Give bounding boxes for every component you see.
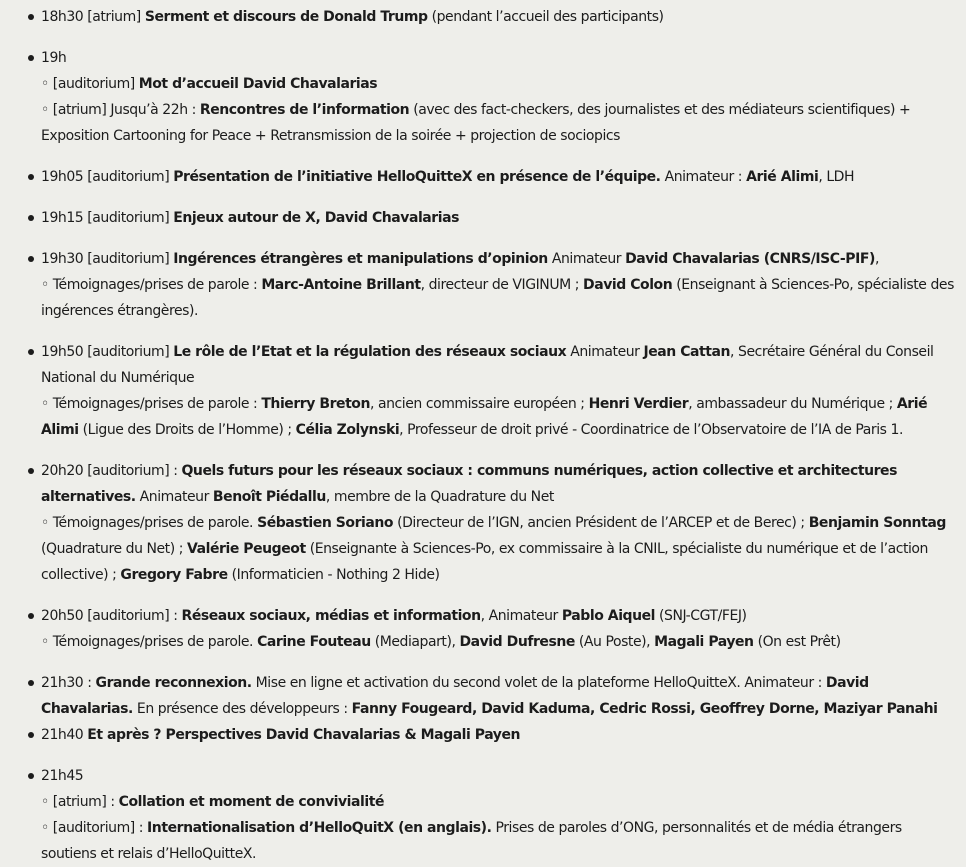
emphasis-text: Collation et moment de convivialité (118, 794, 385, 810)
text-segment: , Secrétaire Général du Conseil National du Numérique (41, 344, 934, 386)
text-segment: 21h30 : (41, 675, 96, 691)
emphasis-text: David Dufresne (459, 634, 575, 650)
emphasis-text: Sébastien Soriano (257, 515, 394, 531)
emphasis-text: Gregory Fabre (120, 567, 228, 583)
text-segment: ◦ Témoignages/prises de parole : (41, 277, 262, 293)
text-segment: , ancien commissaire européen ; (370, 396, 589, 412)
program-item (41, 670, 956, 722)
text-segment: 19h50 [auditorium] (41, 344, 174, 360)
program-subline (41, 629, 956, 655)
emphasis-text: Jean Cattan (643, 344, 731, 360)
text-segment: , (874, 251, 879, 267)
text-segment: , ambassadeur du Numérique ; (688, 396, 897, 412)
emphasis-text: Thierry Breton (261, 396, 370, 412)
text-segment: En présence des développeurs : (132, 701, 352, 717)
emphasis-text: Rencontres de l’information (199, 102, 410, 118)
emphasis-text: Valérie Peugeot (187, 541, 306, 557)
emphasis-text: Marc-Antoine Brillant (261, 277, 421, 293)
text-segment: ◦ Témoignages/prises de parole. (41, 515, 258, 531)
program-item (41, 763, 956, 867)
emphasis-text: Benjamin Sonntag (808, 515, 946, 531)
emphasis-text: David Colon (583, 277, 673, 293)
emphasis-text: Et après ? Perspectives David Chavalarias & Magali Payen (87, 727, 521, 743)
emphasis-text: Mot d’accueil David Chavalarias (138, 76, 378, 92)
program-line (41, 45, 956, 71)
text-segment: (pendant l’accueil des participants) (427, 9, 664, 25)
program-subline (41, 71, 956, 97)
text-segment: Animateur (135, 489, 213, 505)
text-segment: , LDH (818, 169, 855, 185)
program-subline (41, 815, 956, 867)
program-item (41, 246, 956, 324)
program-item (41, 339, 956, 443)
program-subline (41, 391, 956, 443)
program-line (41, 205, 956, 231)
emphasis-text: Grande reconnexion. (95, 675, 252, 691)
program-line (41, 4, 956, 30)
emphasis-text: Arié Alimi (41, 396, 928, 438)
text-segment: (Mediapart), (370, 634, 460, 650)
text-segment: (Quadrature du Net) ; (41, 541, 187, 557)
emphasis-text: Le rôle de l’Etat et la régulation des réseaux sociaux (173, 344, 567, 360)
program-line (41, 458, 956, 510)
emphasis-text: David Chavalarias. (41, 675, 869, 717)
text-segment: Mise en ligne et activation du second volet de la plateforme HelloQuitteX. Animateur : (251, 675, 826, 691)
program-item (41, 458, 956, 588)
text-segment: (SNJ-CGT/FEJ) (655, 608, 747, 624)
emphasis-text: Magali Payen (654, 634, 754, 650)
program-subline (41, 510, 956, 588)
text-segment: (Au Poste), (574, 634, 655, 650)
text-segment: , Animateur (480, 608, 562, 624)
text-segment: (Ligue des Droits de l’Homme) ; (78, 422, 296, 438)
text-segment: 19h (41, 50, 67, 66)
program-item (41, 722, 956, 748)
emphasis-text: Benoît Piédallu (212, 489, 326, 505)
text-segment: (Directeur de l’IGN, ancien Président de l’ARCEP et de Berec) ; (393, 515, 809, 531)
text-segment: Animateur (566, 344, 644, 360)
text-segment: 21h45 (41, 768, 84, 784)
program-item (41, 164, 956, 190)
text-segment: Animateur : (660, 169, 747, 185)
text-segment: 18h30 [atrium] (41, 9, 145, 25)
emphasis-text: Serment et discours de Donald Trump (144, 9, 428, 25)
program-subline (41, 789, 956, 815)
program-item (41, 45, 956, 149)
program-line (41, 722, 956, 748)
program-item (41, 205, 956, 231)
text-segment: (On est Prêt) (753, 634, 841, 650)
emphasis-text: David Chavalarias (CNRS/ISC-PIF) (625, 251, 875, 267)
program-line (41, 763, 956, 789)
emphasis-text: Quels futurs pour les réseaux sociaux : communs numériques, action collective et architectures alternatives. (41, 463, 897, 505)
emphasis-text: Enjeux autour de X, David Chavalarias (173, 210, 459, 226)
program-item (41, 4, 956, 30)
text-segment: 19h15 [auditorium] (41, 210, 174, 226)
text-segment: 19h05 [auditorium] (41, 169, 174, 185)
program-line (41, 246, 956, 272)
text-segment: ◦ [atrium] : (41, 794, 119, 810)
text-segment: (Enseignante à Sciences-Po, ex commissaire à la CNIL, spécialiste du numérique et de l’action collective) ; (41, 541, 928, 583)
emphasis-text: Arié Alimi (746, 169, 819, 185)
program-line (41, 339, 956, 391)
program-line (41, 164, 956, 190)
text-segment: 19h30 [auditorium] (41, 251, 174, 267)
emphasis-text: Célia Zolynski (295, 422, 400, 438)
emphasis-text: Réseaux sociaux, médias et information (181, 608, 481, 624)
text-segment: 21h40 (41, 727, 88, 743)
text-segment: (Enseignant à Sciences-Po, spécialiste des ingérences étrangères). (41, 277, 954, 319)
text-segment: 20h20 [auditorium] : (41, 463, 182, 479)
text-segment: ◦ Témoignages/prises de parole : (41, 396, 262, 412)
text-segment: (Informaticien - Nothing 2 Hide) (227, 567, 440, 583)
text-segment: , membre de la Quadrature du Net (325, 489, 554, 505)
text-segment: Animateur (547, 251, 626, 267)
text-segment: 20h50 [auditorium] : (41, 608, 182, 624)
text-segment: (avec des fact-checkers, des journalistes et des médiateurs scientifiques) + Exposition Cartooning for Peace + Retransmission de la soirée + projection de sociopics (41, 102, 911, 144)
program-item (41, 603, 956, 655)
text-segment: ◦ [auditorium] (41, 76, 139, 92)
program-subline (41, 97, 956, 149)
emphasis-text: Internationalisation d’HelloQuitX (en anglais). (147, 820, 492, 836)
text-segment: ◦ [atrium] Jusqu’à 22h : (41, 102, 200, 118)
text-segment: , Professeur de droit privé - Coordinatrice de l’Observatoire de l’IA de Paris 1. (399, 422, 903, 438)
program-line (41, 670, 956, 722)
text-segment: ◦ Témoignages/prises de parole. (41, 634, 258, 650)
text-segment: Prises de paroles d’ONG, personnalités et de média étrangers soutiens et relais d’HelloQuitteX. (41, 820, 902, 862)
text-segment: , directeur de VIGINUM ; (420, 277, 584, 293)
text-segment: ◦ [auditorium] : (41, 820, 148, 836)
emphasis-text: Fanny Fougeard, David Kaduma, Cedric Rossi, Geoffrey Dorne, Maziyar Panahi (351, 701, 938, 717)
program-line (41, 603, 956, 629)
emphasis-text: Ingérences étrangères et manipulations d’opinion (173, 251, 548, 267)
emphasis-text: Carine Fouteau (257, 634, 371, 650)
program-subline (41, 272, 956, 324)
emphasis-text: Henri Verdier (588, 396, 689, 412)
emphasis-text: Pablo Aiquel (561, 608, 656, 624)
emphasis-text: Présentation de l’initiative HelloQuitteX en présence de l’équipe. (173, 169, 661, 185)
